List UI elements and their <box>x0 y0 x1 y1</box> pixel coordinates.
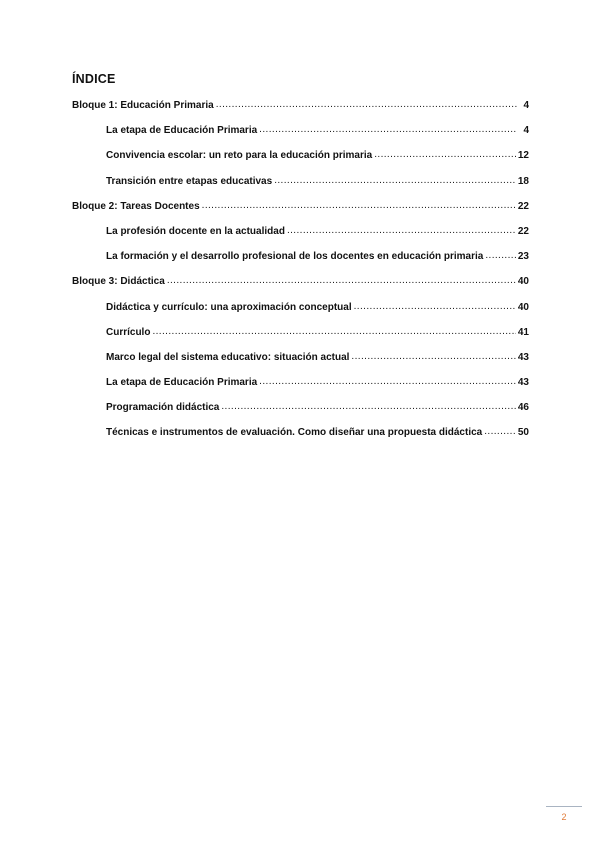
toc-entry-text: La etapa de Educación Primaria <box>106 377 258 389</box>
toc-leader-dots <box>274 175 516 186</box>
toc-leader-dots <box>485 250 516 261</box>
toc-leader-dots <box>287 225 516 236</box>
toc-entry-text: Marco legal del sistema educativo: situación actual <box>106 351 350 363</box>
footer-divider <box>546 806 582 807</box>
toc-entry-text: Currículo <box>106 326 151 338</box>
toc-leader-dots <box>351 351 515 362</box>
toc-leader-dots <box>202 200 516 211</box>
toc-entry <box>72 276 529 301</box>
toc-entry <box>72 150 529 175</box>
toc-entry-text: La profesión docente en la actualidad <box>106 225 285 237</box>
toc-entry <box>72 427 529 452</box>
table-of-contents <box>72 100 529 453</box>
toc-entry <box>72 100 529 125</box>
toc-leader-dots <box>374 149 516 160</box>
toc-entry-text: Convivencia escolar: un reto para la educación primaria <box>106 150 373 162</box>
toc-entry <box>72 226 529 251</box>
toc-entry <box>72 125 529 150</box>
toc-entry-page: 40 <box>517 276 529 288</box>
toc-leader-dots <box>152 326 515 337</box>
toc-entry-page: 18 <box>517 175 529 187</box>
toc-entry-text: La formación y el desarrollo profesional de los docentes en educación primaria <box>106 251 484 263</box>
toc-entry-text: Programación didáctica <box>106 402 220 414</box>
toc-leader-dots <box>259 376 516 387</box>
toc-entry-page: 22 <box>517 225 529 237</box>
toc-entry-page: 40 <box>517 301 529 313</box>
toc-leader-dots <box>216 99 517 110</box>
toc-entry-page: 43 <box>517 377 529 389</box>
footer-page-number: 2 <box>561 812 567 822</box>
toc-leader-dots <box>354 301 516 312</box>
toc-entry-page: 50 <box>517 427 529 439</box>
toc-entry <box>72 327 529 352</box>
toc-title: ÍNDICE <box>72 72 116 86</box>
toc-entry <box>72 352 529 377</box>
toc-entry <box>72 176 529 201</box>
toc-entry <box>72 251 529 276</box>
toc-entry-text: Bloque 1: Educación Primaria <box>72 100 214 111</box>
toc-entry-page: 43 <box>517 351 529 363</box>
toc-entry-text: La etapa de Educación Primaria <box>106 125 258 137</box>
toc-entry-page: 4 <box>523 125 529 137</box>
toc-entry-page: 22 <box>517 200 529 212</box>
toc-entry <box>72 302 529 327</box>
toc-entry-page: 4 <box>523 100 529 111</box>
toc-leader-dots <box>221 401 516 412</box>
toc-entry-page: 12 <box>517 150 529 162</box>
toc-entry-page: 46 <box>517 402 529 414</box>
toc-entry-text: Didáctica y currículo: una aproximación conceptual <box>106 301 352 313</box>
toc-entry <box>72 201 529 226</box>
toc-leader-dots <box>167 275 516 286</box>
toc-entry <box>72 402 529 427</box>
toc-entry-text: Transición entre etapas educativas <box>106 175 273 187</box>
toc-entry-text: Bloque 2: Tareas Docentes <box>72 200 200 212</box>
toc-leader-dots <box>484 426 516 437</box>
toc-entry-page: 23 <box>517 251 529 263</box>
toc-entry <box>72 377 529 402</box>
toc-leader-dots <box>259 124 517 135</box>
toc-entry-text: Bloque 3: Didáctica <box>72 276 165 288</box>
toc-entry-text: Técnicas e instrumentos de evaluación. Como diseñar una propuesta didáctica <box>106 427 483 439</box>
toc-entry-page: 41 <box>517 326 529 338</box>
